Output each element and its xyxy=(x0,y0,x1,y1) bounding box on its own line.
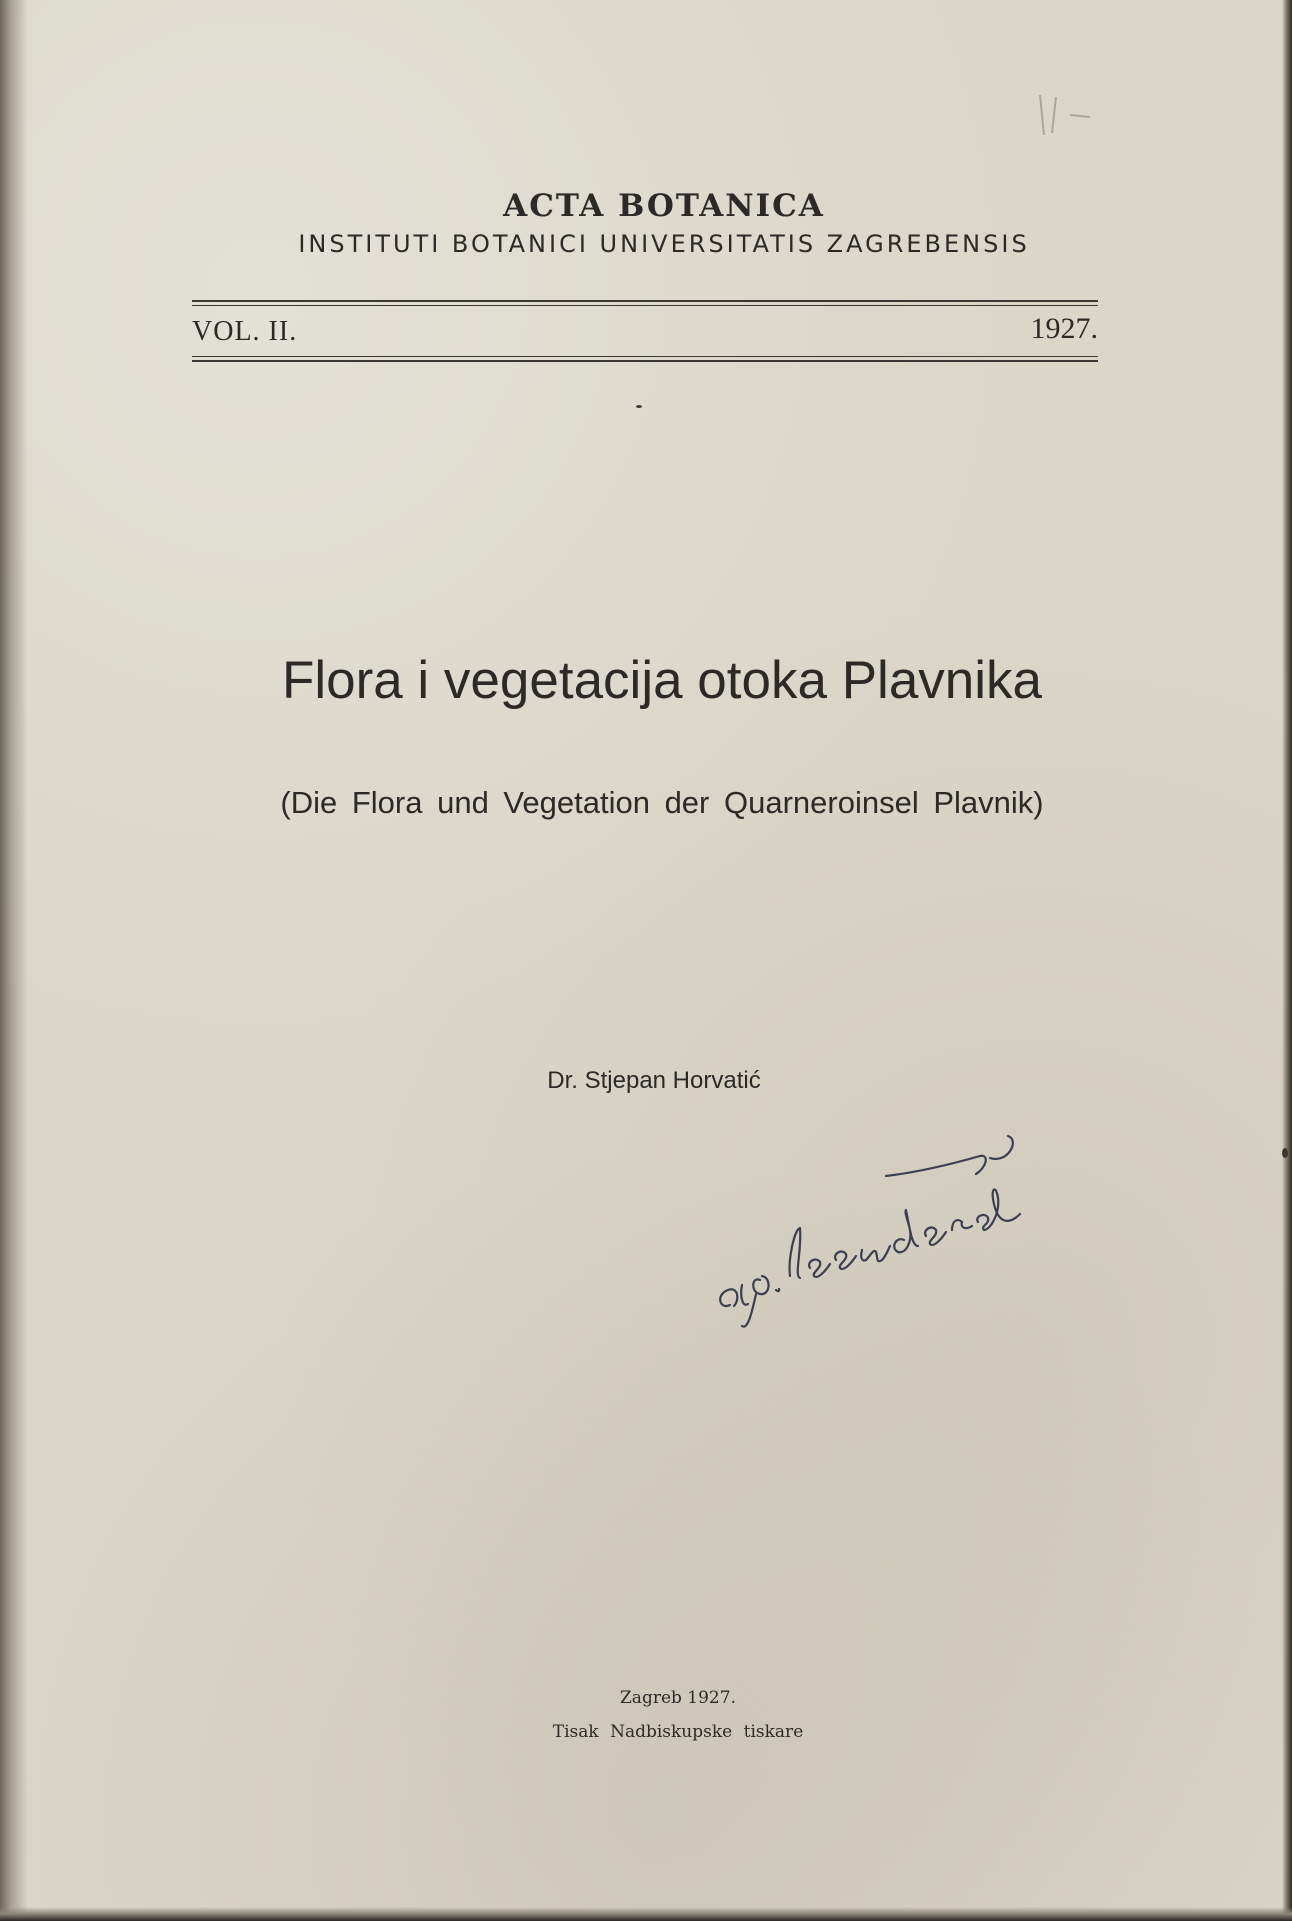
imprint-place-year: Zagreb 1927. xyxy=(620,1688,736,1708)
bottom-page-edge xyxy=(0,1907,1292,1921)
year-label: 1927. xyxy=(1030,312,1098,345)
header-rule-bottom-thin xyxy=(192,356,1098,357)
right-page-edge xyxy=(1282,0,1292,1921)
header-rule-bottom xyxy=(192,360,1098,362)
handwritten-signature xyxy=(690,1080,1050,1340)
journal-title: ACTA BOTANICA xyxy=(503,188,825,224)
book-subtitle: (Die Flora und Vegetation der Quarneroinsel Plavnik) xyxy=(280,785,1044,820)
header-rule-top-thin xyxy=(192,305,1098,306)
header-rule-top xyxy=(192,300,1098,302)
paper-speck xyxy=(1282,1148,1288,1158)
imprint-printer: Tisak Nadbiskupske tiskare xyxy=(552,1722,804,1742)
pencil-mark xyxy=(1030,85,1110,145)
paper-speck xyxy=(636,405,642,408)
institute-name: INSTITUTI BOTANICI UNIVERSITATIS ZAGREBENSIS xyxy=(298,230,1030,258)
volume-label: VOL. II. xyxy=(192,316,298,347)
author-name: Dr. Stjepan Horvatić xyxy=(547,1067,761,1094)
book-title: Flora i vegetacija otoka Plavnika xyxy=(281,651,1043,710)
spine-edge xyxy=(0,0,28,1921)
